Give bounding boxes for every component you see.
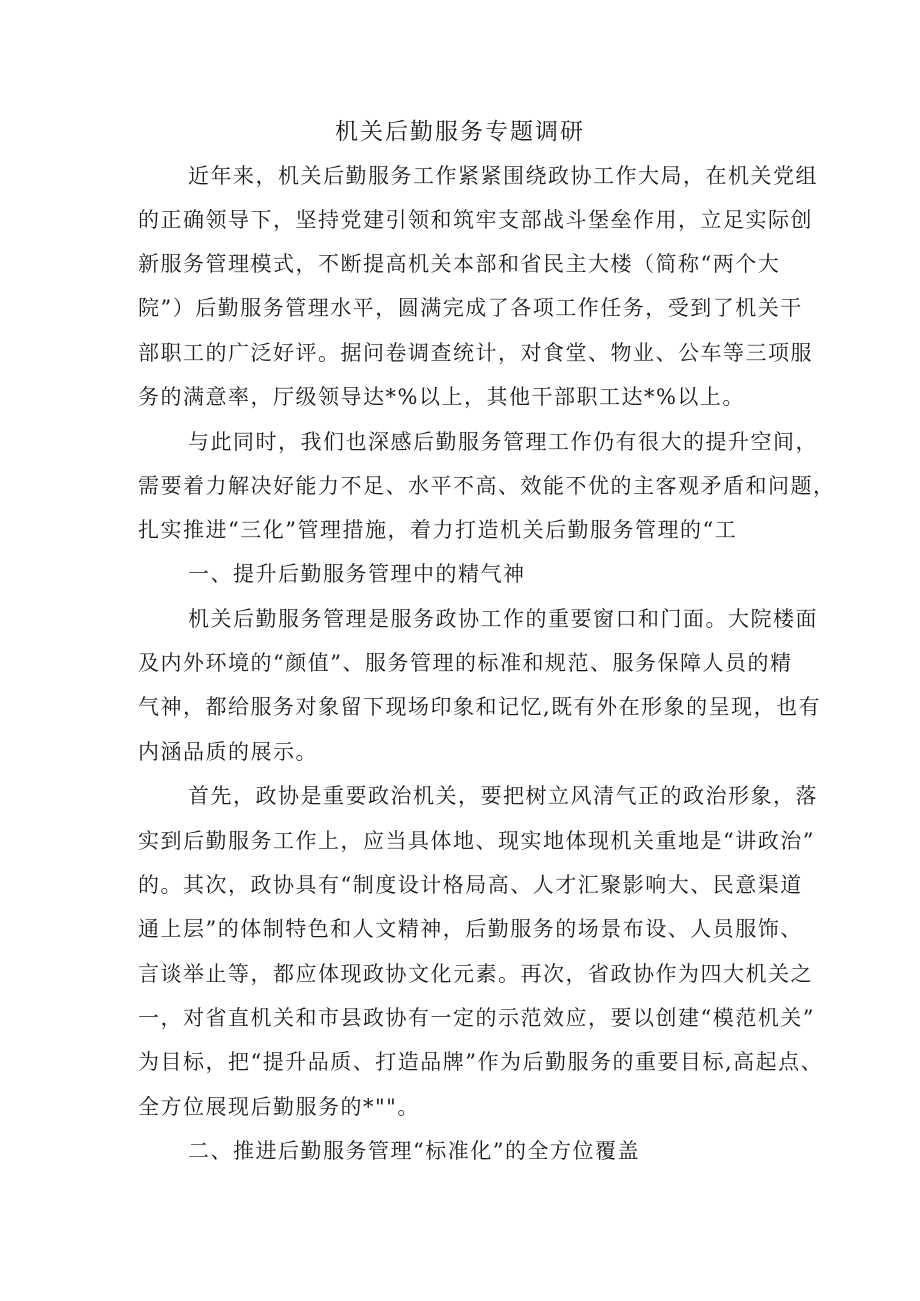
- section-heading-2: 二、推进后勤服务管理“标准化”的全方位覆盖: [188, 1139, 640, 1163]
- paragraph-3-line-2: 及内外环境的“颜值”、服务管理的标准和规范、服务保障人员的精: [138, 651, 793, 675]
- paragraph-4-line-3: 的。其次，政协具有“制度设计格局高、人才汇聚影响大、民意渠道: [138, 873, 803, 897]
- paragraph-4-line-5: 言谈举止等，都应体现政协文化元素。再次，省政协作为四大机关之: [138, 962, 813, 986]
- paragraph-1-line-1: 近年来，机关后勤服务工作紧紧围绕政协工作大局，在机关党组: [188, 164, 818, 188]
- paragraph-4-line-1: 首先，政协是重要政治机关，要把树立风清气正的政治形象，落: [188, 784, 818, 808]
- paragraph-1-line-3: 新服务管理模式，不断提高机关本部和省民主大楼（简称“两个大: [138, 252, 781, 276]
- paragraph-4-line-2: 实到后勤服务工作上，应当具体地、现实地体现机关重地是“讲政治”: [138, 829, 815, 853]
- section-heading-1: 一、提升后勤服务管理中的精气神: [188, 562, 526, 586]
- paragraph-1-line-4: 院”）后勤服务管理水平，圆满完成了各项工作任务，受到了机关干: [138, 296, 803, 320]
- paragraph-3-line-4: 内涵品质的展示。: [138, 740, 318, 764]
- paragraph-1-line-5: 部职工的广泛好评。据问卷调查统计，对食堂、物业、公车等三项服: [138, 341, 813, 365]
- paragraph-2-line-2: 需要着力解决好能力不足、水平不高、效能不优的主客观矛盾和问题，: [138, 474, 836, 498]
- paragraph-2-line-1: 与此同时，我们也深感后勤服务管理工作仍有很大的提升空间，: [188, 430, 818, 454]
- paragraph-4-line-6: 一，对省直机关和市县政协有一定的示范效应，要以创建“模范机关”: [138, 1006, 815, 1030]
- document-title: 机关后勤服务专题调研: [335, 119, 585, 145]
- paragraph-3-line-1: 机关后勤服务管理是服务政协工作的重要窗口和门面。大院楼面: [188, 607, 818, 631]
- paragraph-2-line-3: 扎实推进“三化”管理措施，着力打造机关后勤服务管理的“工: [138, 518, 738, 542]
- paragraph-3-line-3: 气神，都给服务对象留下现场印象和记忆,既有外在形象的呈现，也有: [138, 695, 822, 719]
- paragraph-4-line-8: 全方位展现后勤服务的*""。: [138, 1095, 420, 1119]
- paragraph-1-line-6: 务的满意率，厅级领导达*%以上，其他干部职工达*%以上。: [138, 385, 745, 409]
- paragraph-1-line-2: 的正确领导下，坚持党建引领和筑牢支部战斗堡垒作用，立足实际创: [138, 208, 813, 232]
- paragraph-4-line-4: 通上层”的体制特色和人文精神，后勤服务的场景布设、人员服饰、: [138, 917, 803, 941]
- paragraph-4-line-7: 为目标，把“提升品质、打造品牌”作为后勤服务的重要目标,高起点、: [138, 1050, 824, 1074]
